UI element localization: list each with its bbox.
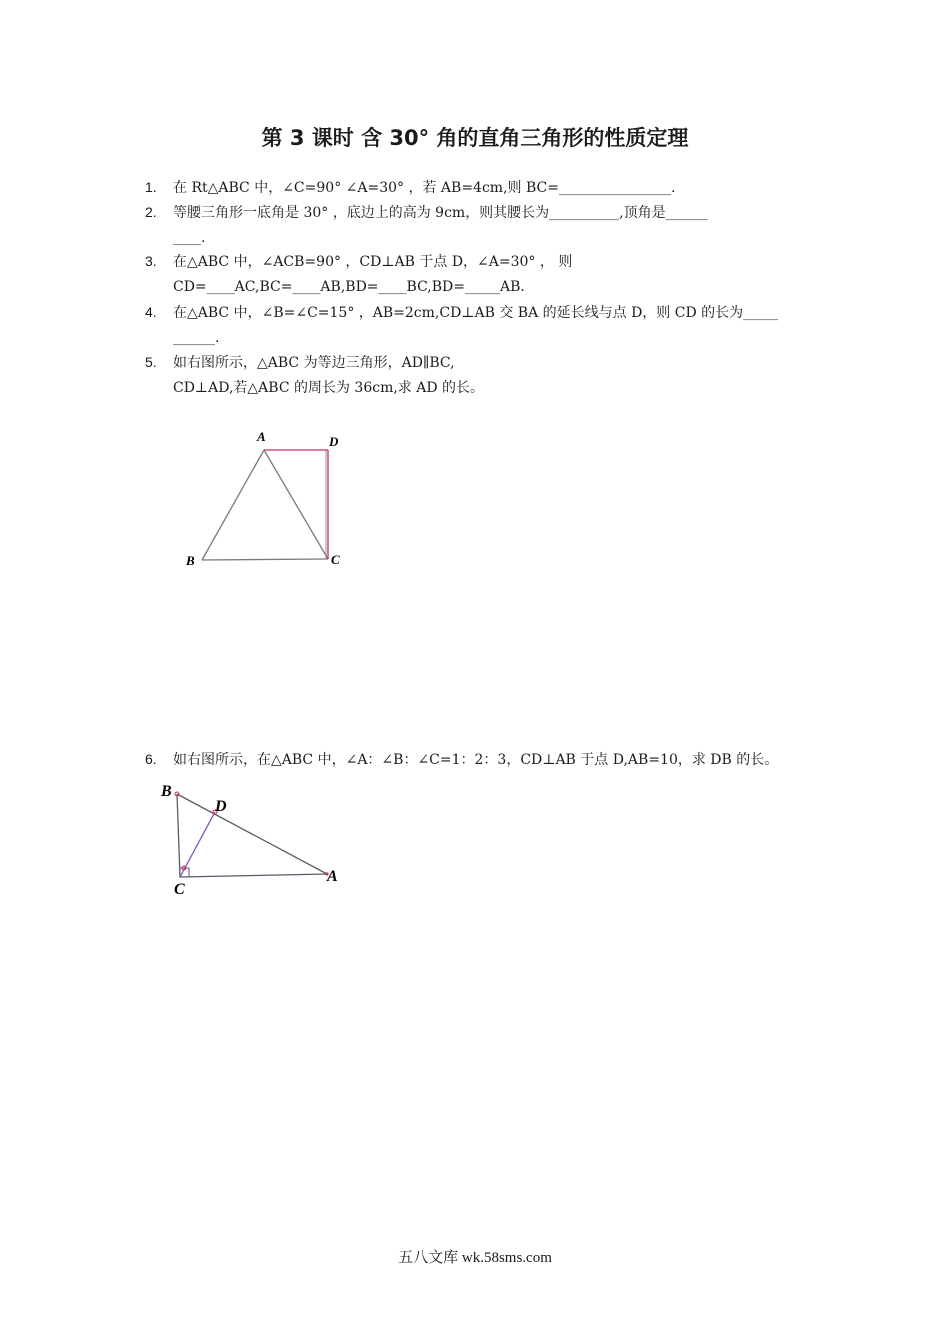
page-footer: 五八文库 wk.58sms.com — [398, 1250, 552, 1266]
question-1 — [145, 175, 675, 200]
question-text: 如右图所示，△ABC 为等边三角形，AD∥BC, — [173, 355, 455, 371]
question-2-continuation: ____. — [173, 230, 206, 246]
vertex-label-b: B — [161, 783, 172, 800]
question-4 — [145, 300, 778, 325]
question-text: 等腰三角形一底角是 30° ，底边上的高为 9cm，则其腰长为__________,顶角是______ — [173, 205, 708, 221]
vertex-label-d: D — [215, 798, 227, 815]
vertex-label-a: A — [257, 429, 266, 444]
question-3 — [145, 249, 572, 274]
figure-right-triangle — [155, 778, 355, 903]
question-text: 在 Rt△ABC 中，∠C=90° ∠A=30° ，若 AB=4cm,则 BC=________________. — [173, 180, 676, 196]
question-number: 5. — [145, 354, 157, 370]
question-2 — [145, 200, 708, 225]
figure-equilateral-triangle — [180, 425, 360, 575]
segment-bc — [202, 559, 328, 560]
segment-ab — [202, 450, 264, 560]
question-5-continuation: CD⊥AD,若△ABC 的周长为 36cm,求 AD 的长。 — [173, 380, 485, 396]
segment-ca — [180, 874, 327, 877]
vertex-label-a: A — [327, 868, 338, 885]
question-number: 1. — [145, 179, 157, 195]
segment-ac — [264, 450, 328, 559]
page-title: 第 3 课时 含 30° 角的直角三角形的性质定理 — [261, 126, 689, 150]
question-text: 在△ABC 中，∠B=∠C=15° ，AB=2cm,CD⊥AB 交 BA 的延长线与点 D，则 CD 的长为_____ — [173, 305, 779, 321]
segment-cd — [180, 812, 215, 877]
question-number: 2. — [145, 204, 157, 220]
vertex-label-c: C — [331, 552, 340, 567]
question-4-continuation: ______. — [173, 330, 220, 346]
question-6 — [145, 747, 778, 772]
vertex-label-c: C — [174, 881, 185, 898]
segment-bc — [177, 794, 180, 877]
segment-ba — [177, 794, 327, 874]
question-3-continuation: CD=____AC,BC=____AB,BD=____BC,BD=_____AB. — [173, 279, 525, 295]
question-number: 3. — [145, 253, 157, 269]
question-number: 6. — [145, 751, 157, 767]
question-text: 在△ABC 中，∠ACB=90° ，CD⊥AB 于点 D，∠A=30° ， 则 — [173, 254, 573, 270]
vertex-label-d: D — [329, 434, 339, 449]
question-text: 如右图所示，在△ABC 中，∠A：∠B：∠C=1：2：3，CD⊥AB 于点 D,AB=10，求 DB 的长。 — [173, 752, 779, 768]
question-number: 4. — [145, 304, 157, 320]
vertex-label-b: B — [186, 553, 195, 568]
question-5 — [145, 350, 455, 375]
